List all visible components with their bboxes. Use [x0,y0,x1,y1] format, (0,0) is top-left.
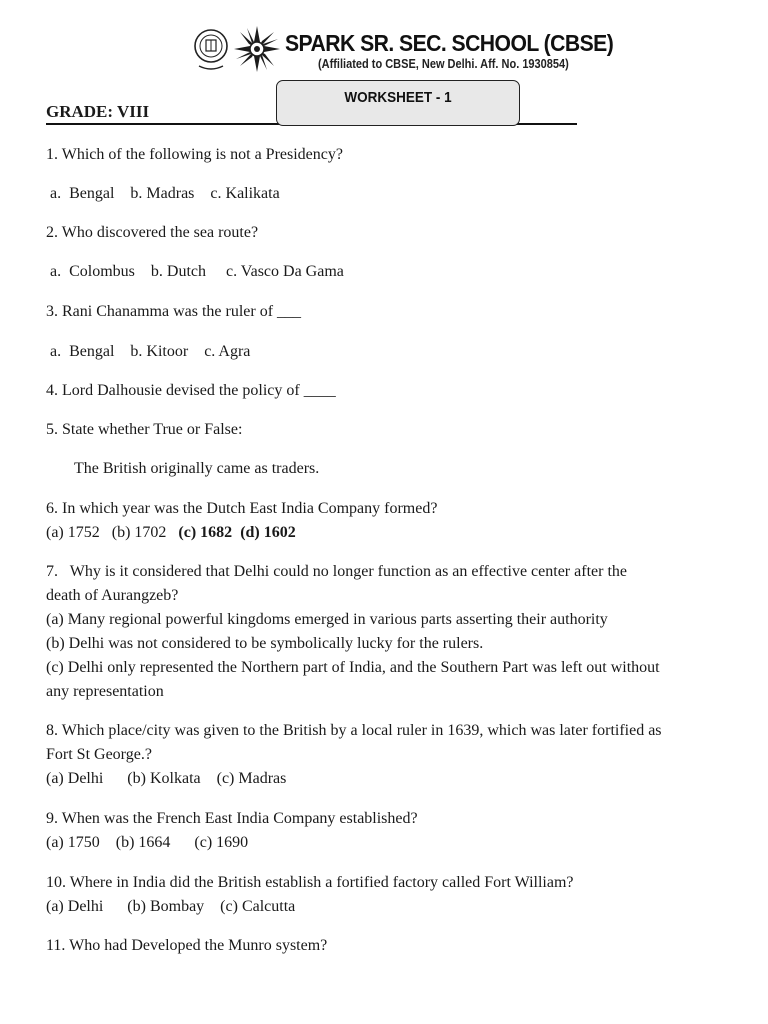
grade-label: GRADE: VIII [46,102,150,121]
question-10: 10. Where in India did the British establish a fortified factory called Fort William? [46,874,574,891]
school-affiliation: (Affiliated to CBSE, New Delhi. Aff. No. 1930854) [318,57,569,71]
question-2-options: a. Colombus b. Dutch c. Vasco Da Gama [46,263,344,280]
question-6-option-c: (c) 1682 [178,524,233,541]
question-8-options: (a) Delhi (b) Kolkata (c) Madras [46,770,287,787]
question-8-line-1: 8. Which place/city was given to the British by a local ruler in 1639, which was later fortified as [46,722,662,739]
question-7-option-c-line-2: any representation [46,683,164,700]
question-1: 1. Which of the following is not a Presidency? [46,146,343,163]
worksheet-title: WORKSHEET - 1 [344,89,452,106]
question-3: 3. Rani Chanamma was the ruler of ___ [46,303,302,320]
question-2: 2. Who discovered the sea route? [46,224,259,241]
question-7-option-c-line-1: (c) Delhi only represented the Northern part of India, and the Southern Part was left out without [46,659,660,676]
question-11: 11. Who had Developed the Munro system? [46,937,328,954]
question-7-option-b: (b) Delhi was not considered to be symbolically lucky for the rulers. [46,635,484,652]
question-6-options-a-b: (a) 1752 (b) 1702 [46,524,179,541]
question-6-option-d: (d) 1602 [240,524,296,541]
question-8-line-2: Fort St George.? [46,746,152,763]
question-4: 4. Lord Dalhousie devised the policy of ____ [46,382,336,399]
spark-star-logo [232,24,282,74]
question-6: 6. In which year was the Dutch East India Company formed? [46,500,438,517]
question-6-options [46,521,296,545]
question-1-options: a. Bengal b. Madras c. Kalikata [46,185,280,202]
question-9-options: (a) 1750 (b) 1664 (c) 1690 [46,834,249,851]
school-name: SPARK SR. SEC. SCHOOL (CBSE) [285,30,614,56]
question-5-statement: The British originally came as traders. [74,460,320,477]
question-10-options: (a) Delhi (b) Bombay (c) Calcutta [46,898,296,915]
question-7-option-a: (a) Many regional powerful kingdoms emerged in various parts asserting their authority [46,611,608,628]
question-3-options: a. Bengal b. Kitoor c. Agra [46,343,251,360]
question-5: 5. State whether True or False: [46,421,243,438]
question-7-line-2: death of Aurangzeb? [46,587,179,604]
question-7-line-1: 7. Why is it considered that Delhi could no longer function as an effective center after the [46,563,627,580]
question-9: 9. When was the French East India Company established? [46,810,418,827]
cbse-logo [193,26,229,74]
worksheet-badge [276,80,520,126]
